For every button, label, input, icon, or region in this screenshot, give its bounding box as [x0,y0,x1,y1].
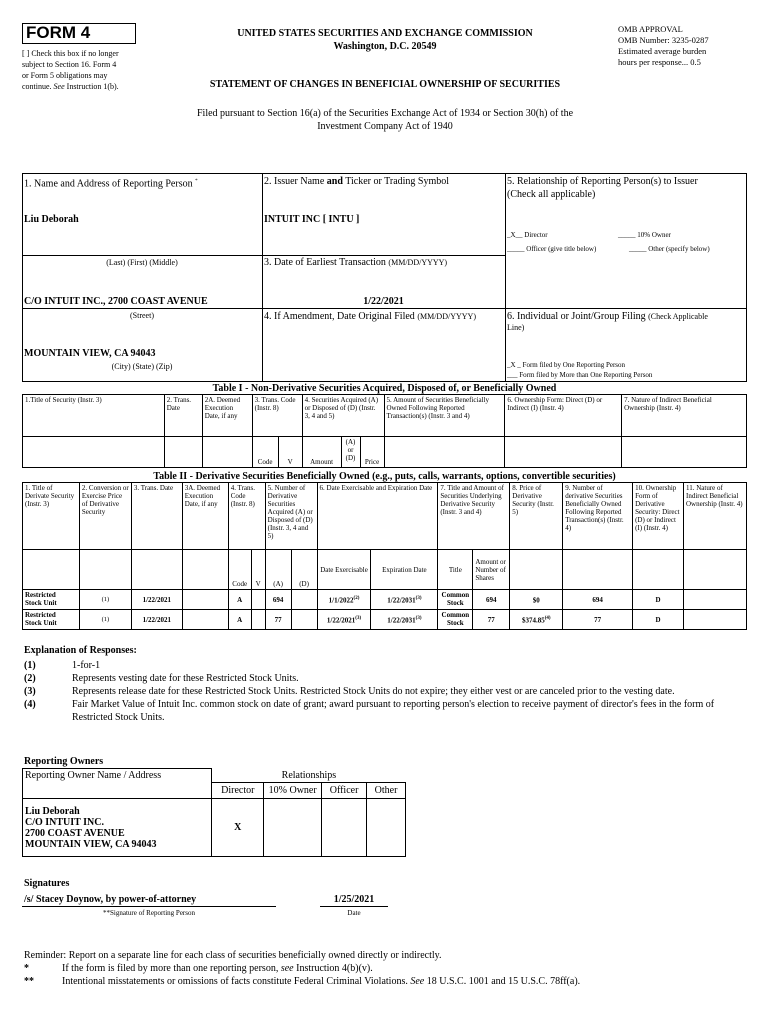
agency-city: Washington, D.C. 20549 [333,41,437,52]
row-deemed [182,590,228,610]
table2-sub-empty [563,550,633,590]
row-date: 1/22/2021 [131,590,182,610]
row-underlying-amount: 77 [473,610,510,630]
footnote-star [24,963,746,975]
row-code: A [228,590,251,610]
table1-col-amount-owned: 5. Amount of Securities Beneficially Owned Following Reported Transaction(s) (Instr. 3 and 4) [384,395,505,437]
issuer-name: INTUIT INC [ INTU ] [264,214,360,225]
filed-pursuant-line-1: Filed pursuant to Section 16(a) of the Securities Exchange Act of 1934 or Section 30(h) of the [196,108,574,119]
row-conversion: (1) [79,610,131,630]
table1 [22,394,747,468]
box6-label-note-2: Line) [507,323,525,332]
omb-line-3: Estimated average burden [618,46,707,56]
relationship-ten-percent: _____ 10% Owner [618,231,671,239]
omb-line-4: hours per response... 0.5 [618,57,701,67]
footnote-star-mark: * [24,963,29,974]
owner-address-line-1: Liu Deborah [25,805,80,817]
reporting-person-city: MOUNTAIN VIEW, CA 94043 [24,348,156,359]
row-title: Restricted Stock Unit [23,610,80,630]
table1-sub-empty [164,437,202,468]
footnote-double-star [24,976,746,988]
row-owned: 694 [563,590,633,610]
owners-col-blank [23,783,212,799]
table2-sub-empty [510,550,563,590]
top-divider-2 [505,173,506,382]
row-date: 1/22/2021 [131,610,182,630]
box3-label-text: 3. Date of Earliest Transaction [264,257,386,268]
statement-title: STATEMENT OF CHANGES IN BENEFICIAL OWNERSHIP OF SECURITIES [209,79,561,90]
box1-label [24,176,198,190]
table2-col-price: 8. Price of Derivative Security (Instr. 5) [510,483,563,550]
row-form: D [633,590,684,610]
row-expiration: 1/22/2031$^{(3)}$ [371,590,438,610]
table2-col-deemed: 3A. Deemed Execution Date, if any [182,483,228,550]
agency-name: UNITED STATES SECURITIES AND EXCHANGE COMMISSION [237,28,533,39]
row-acquired: 77 [265,610,291,630]
date-label: Date [347,909,361,917]
relationship-officer: _____ Officer (give title below) [507,245,597,253]
row-conversion: (1) [79,590,131,610]
table2-sub-empty [684,550,747,590]
table2-col-number: 5. Number of Derivative Securities Acquired (A) or Disposed of (D) (Instr. 3, 4 and 5) [265,483,317,550]
table2-title-text: Table II - Derivative Securities Beneficially Owned (e.g., puts, calls, warrants, options, convertible securities) [153,471,616,482]
box5-label-2: (Check all applicable) [507,189,596,200]
relationship-director: _X__ Director [507,231,548,239]
owners-col-relationships: Relationships [212,769,406,783]
table1-col-code: 3. Trans. Code (Instr. 8) [252,395,302,437]
box1-city-hint: (City) (State) (Zip) [111,362,173,371]
owner-address-line-3: 2700 COAST AVENUE [25,827,125,839]
table2-col-underlying: 7. Title and Amount of Securities Underlying Derivative Security (Instr. 3 and 4) [438,483,510,550]
table1-sub-amount: Amount [302,437,341,468]
box5-label-1: 5. Relationship of Reporting Person(s) to Issuer [507,176,698,187]
row-deemed [182,610,228,630]
table1-sub-v: V [278,437,302,468]
table1-sub-empty [384,437,505,468]
box2-label-a: 2. Issuer Name [264,176,325,187]
owners-col-officer: Officer [322,783,367,799]
table2-sub-empty [23,550,80,590]
table2-sub-empty [633,550,684,590]
row-price: $374.85$^{(4)}$ [510,610,563,630]
table1-sub-empty [202,437,252,468]
table2-sub-empty [182,550,228,590]
box1-label-text: 1. Name and Address of Reporting Person [24,178,193,190]
list-item [24,685,746,698]
top-h-line-1 [22,255,262,256]
earliest-transaction-date: 1/22/2021 [363,296,404,307]
table2-sub-expiration: Expiration Date [371,550,438,590]
list-item [24,672,746,685]
filing-more-persons: ___ Form filed by More than One Reporting Person [507,371,653,379]
filing-one-person: _X _ Form filed by One Reporting Person [507,361,626,369]
owner-address [23,799,212,857]
table1-title: Table I - Non-Derivative Securities Acquired, Disposed of, or Beneficially Owned [212,383,557,394]
owner-address-line-4: MOUNTAIN VIEW, CA 94043 [25,838,157,850]
row-underlying-title: Common Stock [438,610,473,630]
omb-line-2: OMB Number: 3235-0287 [618,35,709,45]
footnote-text: Fair Market Value of Intuit Inc. common stock on date of grant; award pursuant to reporting person's election to receive payment of director's fees in the form of Restricted Stock Units. [72,699,715,723]
table2-sub-exercisable: Date Exercisable [317,550,371,590]
explanation-title: Explanation of Responses: [24,645,137,656]
signature-label: **Signature of Reporting Person [103,909,195,917]
check-box-line-4-a: continue. [22,82,52,91]
top-divider-1 [262,173,263,382]
row-nature [684,610,747,630]
table1-sub-ad-a: (A) [345,438,356,446]
table2-col-conversion: 2. Conversion or Exercise Price of Derivative Security [79,483,131,550]
table2-col-date: 3. Trans. Date [131,483,182,550]
filed-pursuant-line-2: Investment Company Act of 1940 [317,121,453,132]
footnote-text: 1-for-1 [72,660,101,671]
row-v [251,610,265,630]
owner-ten-mark [264,799,322,857]
table1-sub-ad [341,437,360,468]
table2-sub-amount: Amount or Number of Shares [473,550,510,590]
box4-label-text: 4. If Amendment, Date Original Filed [264,311,415,322]
table2-sub-a: (A) [265,550,291,590]
reporting-person-name: Liu Deborah [24,214,79,225]
box3-label [264,257,447,269]
row-disposed [291,590,317,610]
box1-street-hint: (Street) [130,311,154,320]
box2-label-b: Ticker or Trading Symbol [345,176,450,187]
relationship-other: _____ Other (specify below) [629,245,710,253]
owner-address-line-2: C/O INTUIT INC. [25,816,104,828]
list-item [24,659,746,672]
check-box-line-2: subject to Section 16. Form 4 [22,60,117,69]
footnote-star-text: If the form is filed by more than one reporting person, see Instruction 4(b)(v). [62,963,373,974]
table2-col-code: 4. Trans. Code (Instr. 8) [228,483,265,550]
table1-col-deemed: 2A. Deemed Execution Date, if any [202,395,252,437]
signatures-title: Signatures [24,878,70,889]
form-title: FORM 4 [26,23,91,42]
table1-sub-price: Price [360,437,384,468]
signer-name: /s/ Stacey Doynow, by power-of-attorney [24,894,197,905]
table1-sub-empty [505,437,622,468]
omb-line-1: OMB APPROVAL [618,24,683,34]
top-h-line-4 [262,308,747,309]
check-box-line-4 [22,81,157,92]
footnote-dstar-mark: ** [24,976,34,987]
box4-label-fmt: (MM/DD/YYYY) [417,312,476,321]
row-expiration: 1/22/2031$^{(3)}$ [371,610,438,630]
row-price: $0 [510,590,563,610]
signature-line [22,906,276,907]
footnote-text: Represents vesting date for these Restricted Stock Units. [72,673,299,684]
box4-label [264,311,476,323]
table2-col-title: 1. Title of Derivate Security (Instr. 3) [23,483,80,550]
table1-col-nature: 7. Nature of Indirect Beneficial Ownership (Instr. 4) [622,395,747,437]
footnote-number: (3) [24,686,36,697]
reminder-text: Reminder: Report on a separate line for each class of securities beneficially owned directly or indirectly. [24,950,442,961]
table2-col-owned: 9. Number of derivative Securities Beneficially Owned Following Reported Transaction(s) (Instr. 4) [563,483,633,550]
row-owned: 77 [563,610,633,630]
table2 [22,482,747,630]
top-h-line-3 [262,255,505,256]
footnote-number: (2) [24,673,36,684]
row-exercisable: 1/1/2022$^{(2)}$ [317,590,371,610]
table1-sub-empty [23,437,165,468]
table2-col-form: 10. Ownership Form of Derivative Security: Direct (D) or Indirect (I) (Instr. 4) [633,483,684,550]
table2-sub-d: (D) [291,550,317,590]
table-row [23,610,747,630]
table1-sub-ad-or: or [347,446,354,454]
owners-table [22,768,406,857]
owner-director-mark: X [212,799,264,857]
row-code: A [228,610,251,630]
check-box-line-4-c: Instruction 1(b). [66,82,119,91]
owners-col-other: Other [367,783,406,799]
reporting-person-street: C/O INTUIT INC., 2700 COAST AVENUE [24,296,208,307]
row-underlying-amount: 694 [473,590,510,610]
table1-col-date: 2. Trans. Date [164,395,202,437]
row-form: D [633,610,684,630]
row-acquired: 694 [265,590,291,610]
owner-officer-mark [322,799,367,857]
check-box-line-4-see: See [53,82,65,91]
table2-sub-empty [131,550,182,590]
row-nature [684,590,747,610]
table2-col-nature: 11. Nature of Indirect Beneficial Ownership (Instr. 4) [684,483,747,550]
check-box-note [22,48,157,92]
owner-other-mark [367,799,406,857]
box6-label-text: 6. Individual or Joint/Group Filing [507,311,646,322]
table2-sub-title: Title [438,550,473,590]
owners-col-ten: 10% Owner [264,783,322,799]
check-box-line-1: [ ] Check this box if no longer [22,49,119,58]
date-line [320,906,388,907]
table1-sub-empty [622,437,747,468]
check-box-line-3: or Form 5 obligations may [22,71,108,80]
box2-label [264,176,449,188]
owners-col-director: Director [212,783,264,799]
row-underlying-title: Common Stock [438,590,473,610]
footnote-number: (4) [24,699,36,710]
row-v [251,590,265,610]
table2-sub-code: Code [228,550,251,590]
signature-date: 1/25/2021 [333,894,375,905]
table1-sub-ad-d: (D) [345,454,356,462]
row-exercisable: 1/22/2021$^{(3)}$ [317,610,371,630]
table2-col-exercisable: 6. Date Exercisable and Expiration Date [317,483,438,550]
box2-label-and: and [326,176,343,187]
row-disposed [291,610,317,630]
table-row [23,799,406,857]
table1-col-ownership-form: 6. Ownership Form: Direct (D) or Indirect (I) (Instr. 4) [505,395,622,437]
table-row [23,590,747,610]
footnote-number: (1) [24,660,36,671]
top-h-line-2 [22,308,262,309]
table1-col-title: 1.Title of Security (Instr. 3) [23,395,165,437]
omb-approval [618,24,758,68]
footnote-text: Represents release date for these Restricted Stock Units. Restricted Stock Units do not expire; they either vest or are canceled prior to the vesting date. [72,686,675,697]
box1-label-star: * [195,179,198,184]
box6-label [507,311,745,323]
owners-title: Reporting Owners [24,756,104,767]
list-item [24,698,746,724]
table1-col-acquired: 4. Securities Acquired (A) or Disposed of (D) (Instr. 3, 4 and 5) [302,395,384,437]
owners-col-name: Reporting Owner Name / Address [23,769,212,783]
table2-sub-empty [79,550,131,590]
explanation-list [24,659,746,724]
box1-name-hint: (Last) (First) (Middle) [106,258,178,267]
table2-sub-v: V [251,550,265,590]
row-title: Restricted Stock Unit [23,590,80,610]
box3-label-fmt: (MM/DD/YYYY) [388,258,448,267]
table1-sub-code: Code [252,437,278,468]
footnote-dstar-text: Intentional misstatements or omissions of facts constitute Federal Criminal Violations. See 18 U.S.C. 1001 and 15 U.S.C. 78ff(a). [62,976,581,987]
box6-label-note: (Check Applicable [648,312,708,321]
